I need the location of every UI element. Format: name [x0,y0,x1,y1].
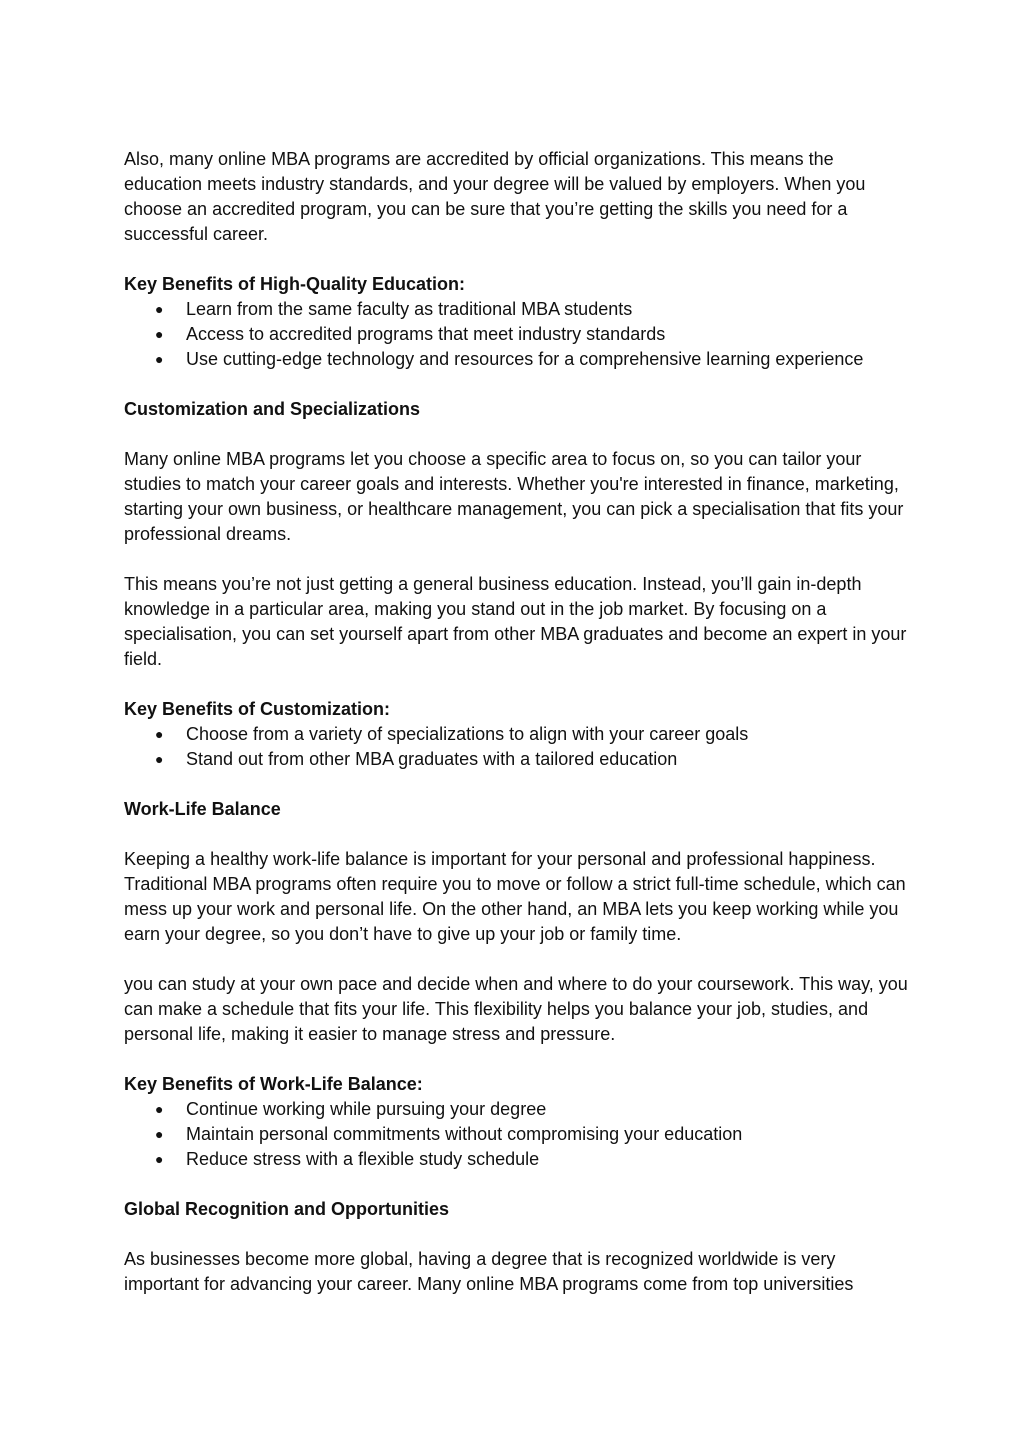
paragraph-in-depth-knowledge: This means you’re not just getting a general business education. Instead, you’ll gain in-depth knowledge in a particular area, making you stand out in the job market. By focusing on a specialisation, you can set yourself apart from other MBA graduates and become an expert in your field. [124,574,907,669]
list-item [124,747,914,772]
list-item [124,1122,914,1147]
bullet-icon: ● [155,326,164,342]
bullet-icon: ● [155,1126,164,1142]
list-key-benefits-quality [124,297,914,372]
bullet-icon: ● [155,1101,164,1117]
paragraph-work-life-importance: Keeping a healthy work-life balance is important for your personal and professional happiness. Traditional MBA programs often require you to move or follow a strict full-time schedule, which can mess up your work and personal life. On the other hand, an MBA lets you keep working while you earn your degree, so you don’t have to give up your job or family time. [124,849,906,944]
list-item-text: Stand out from other MBA graduates with a tailored education [186,749,678,769]
list-item [124,722,914,747]
spacer [124,372,914,397]
spacer [124,672,914,697]
bullet-icon: ● [155,751,164,767]
heading-key-benefits-quality: Key Benefits of High-Quality Education: [124,274,466,294]
list-item-text: Choose from a variety of specializations to align with your career goals [186,724,749,744]
bullet-icon: ● [155,351,164,367]
list-key-benefits-work-life [124,1097,914,1172]
spacer [124,1047,914,1072]
paragraph-accreditation: Also, many online MBA programs are accredited by official organizations. This means the education meets industry standards, and your degree will be valued by employers. When you choose an accredited program, you can be sure that you’re getting the skills you need for a successful career. [124,149,866,244]
spacer [124,422,914,447]
heading-customization: Customization and Specializations [124,399,421,419]
spacer [124,1172,914,1197]
list-item-text: Maintain personal commitments without compromising your education [186,1124,743,1144]
bullet-icon: ● [155,301,164,317]
spacer [124,822,914,847]
spacer [124,1222,914,1247]
list-item [124,297,914,322]
heading-global-recognition: Global Recognition and Opportunities [124,1199,449,1219]
list-item-text: Use cutting-edge technology and resources for a comprehensive learning experience [186,349,864,369]
bullet-icon: ● [155,1151,164,1167]
list-item-text: Access to accredited programs that meet industry standards [186,324,666,344]
heading-key-benefits-customization: Key Benefits of Customization: [124,699,391,719]
heading-work-life-balance: Work-Life Balance [124,799,281,819]
heading-key-benefits-work-life: Key Benefits of Work-Life Balance: [124,1074,423,1094]
spacer [124,947,914,972]
list-item-text: Learn from the same faculty as traditional MBA students [186,299,633,319]
spacer [124,772,914,797]
list-item [124,1147,914,1172]
spacer [124,247,914,272]
spacer [124,547,914,572]
list-item [124,347,914,372]
paragraph-own-pace: you can study at your own pace and decide when and where to do your coursework. This way, you can make a schedule that fits your life. This flexibility helps you balance your job, studies, and personal life, making it easier to manage stress and pressure. [124,974,908,1044]
bullet-icon: ● [155,726,164,742]
list-key-benefits-customization [124,722,914,772]
list-item [124,322,914,347]
list-item-text: Continue working while pursuing your degree [186,1099,547,1119]
list-item [124,1097,914,1122]
paragraph-specialization-areas: Many online MBA programs let you choose a specific area to focus on, so you can tailor your studies to match your career goals and interests. Whether you're interested in finance, marketing, starting your own business, or healthcare management, you can pick a specialisation that fits your professional dreams. [124,449,904,544]
list-item-text: Reduce stress with a flexible study schedule [186,1149,540,1169]
paragraph-global-degree: As businesses become more global, having a degree that is recognized worldwide is very important for advancing your career. Many online MBA programs come from top universities [124,1249,854,1294]
document-page [124,147,914,1297]
